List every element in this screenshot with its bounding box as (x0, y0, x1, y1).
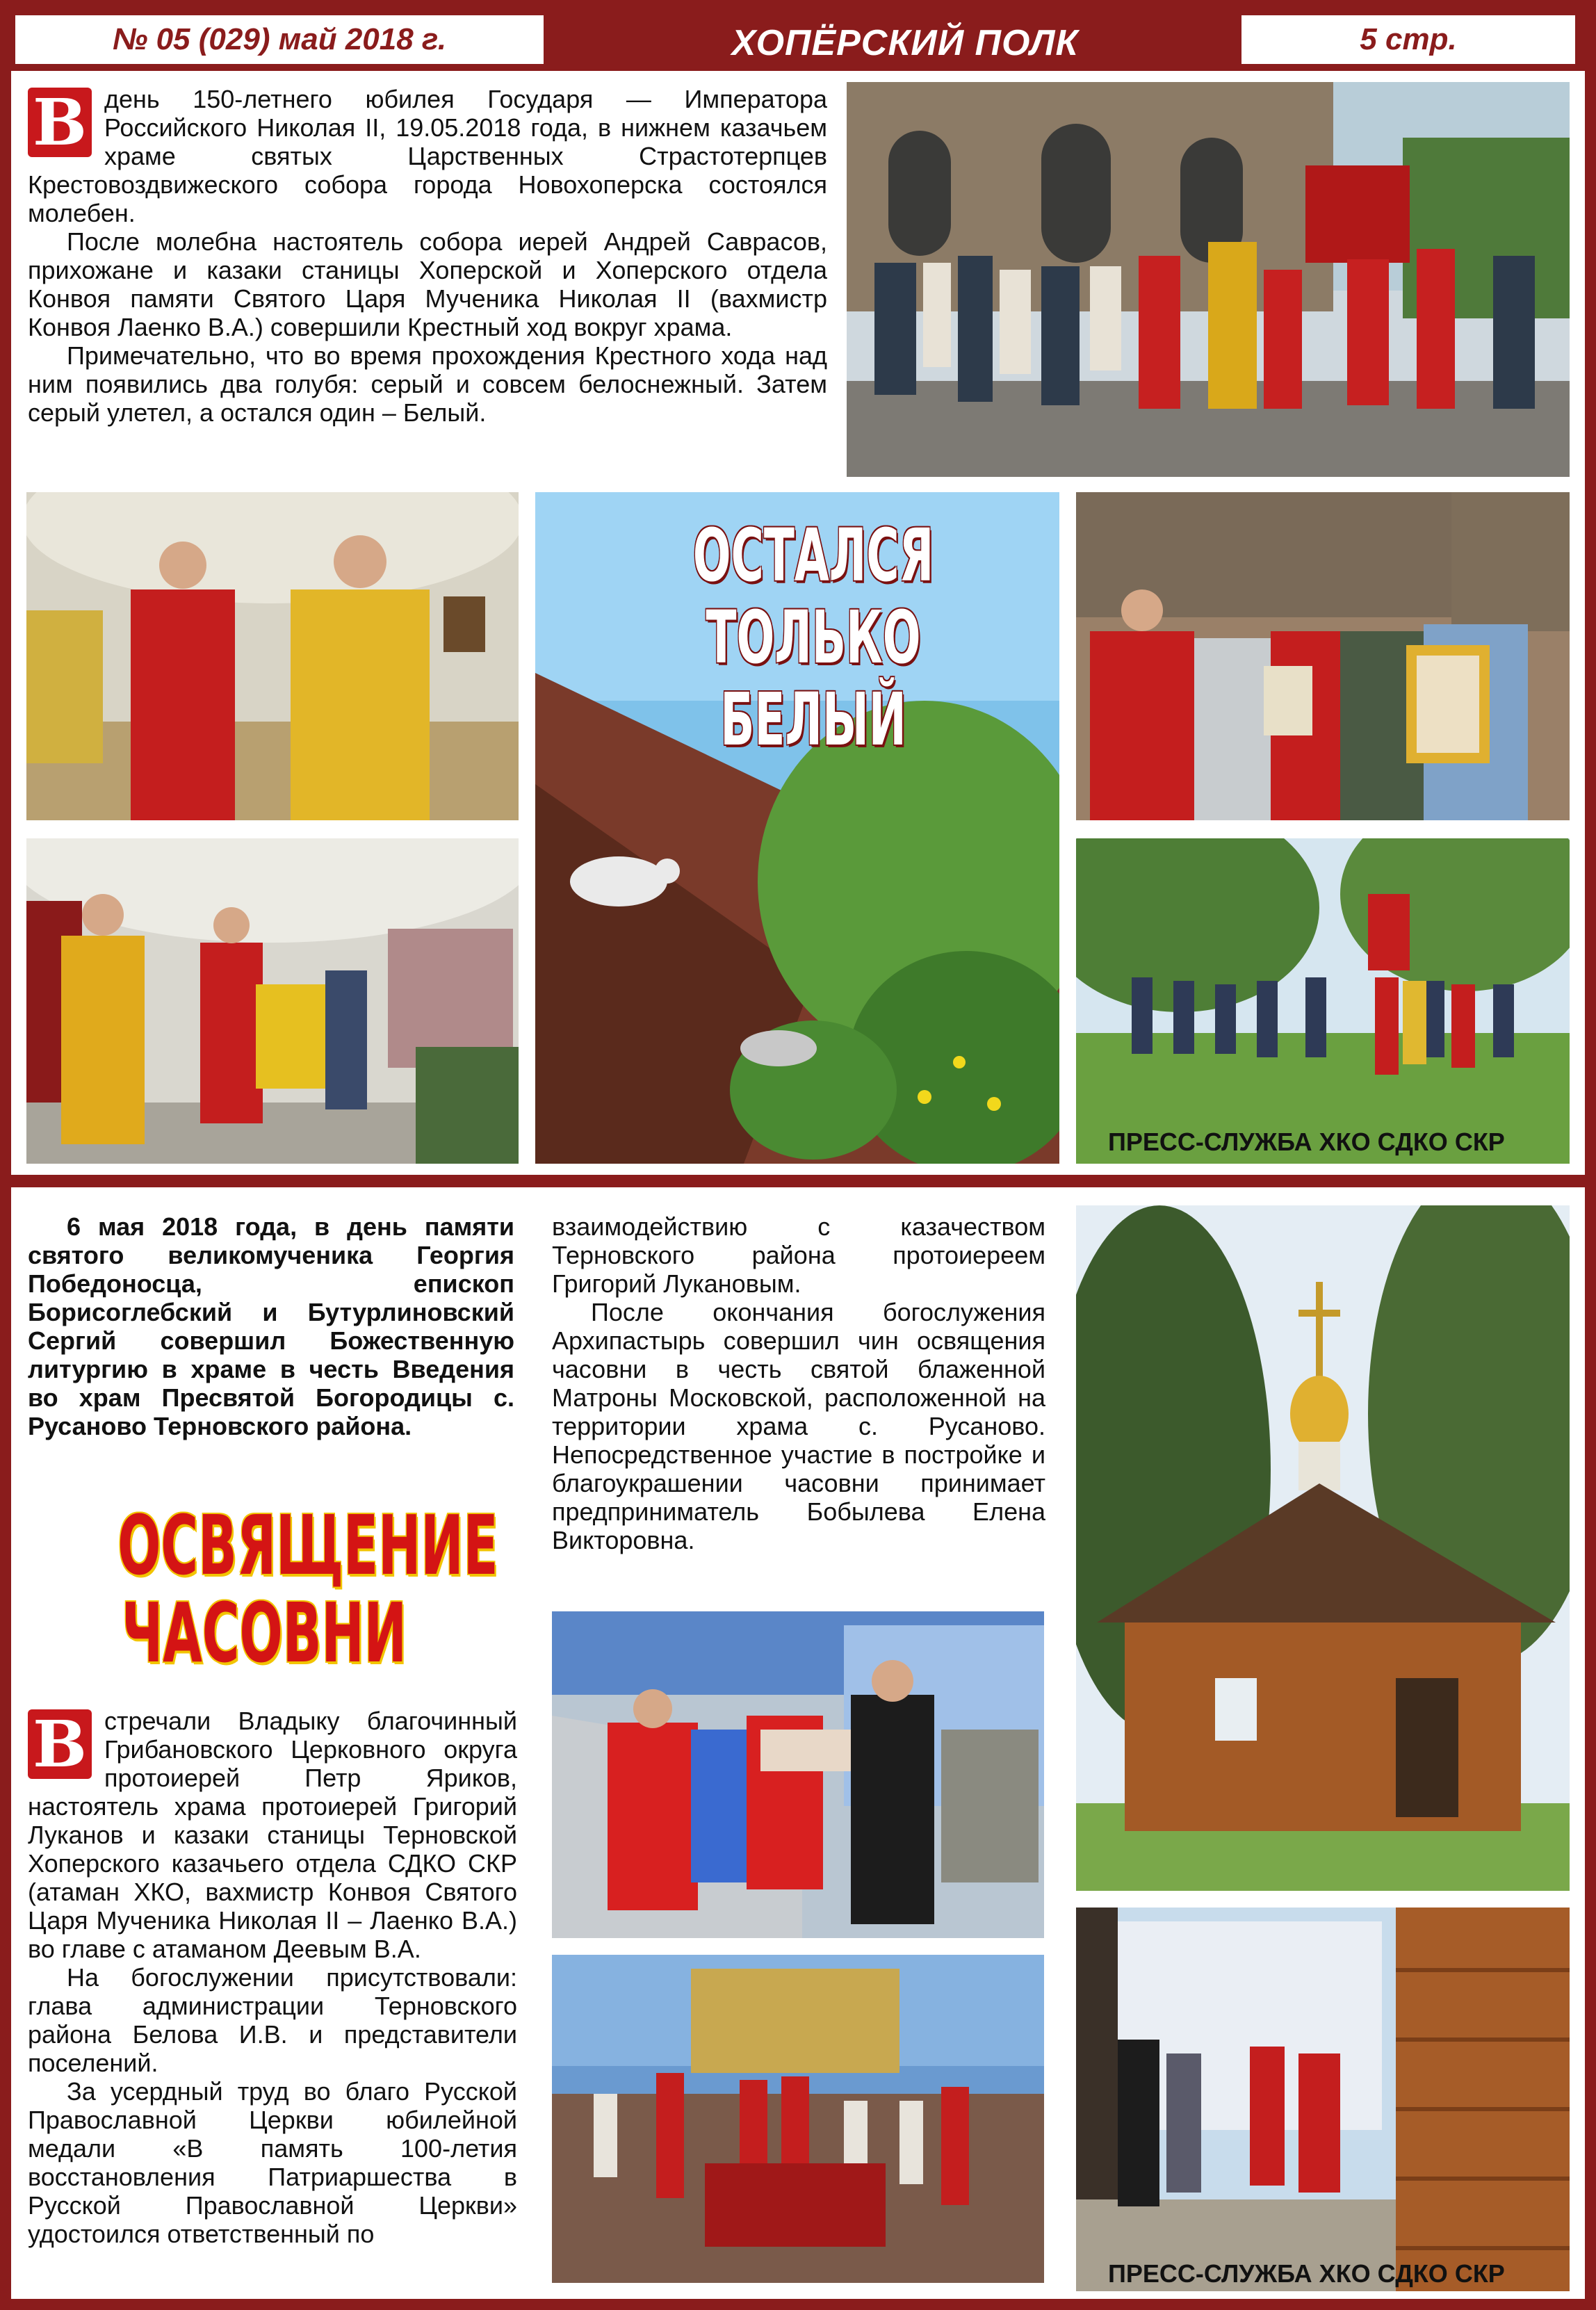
photo-procession-park (1076, 838, 1570, 1164)
article2-column-2 (552, 1212, 1045, 1554)
article2-headline-line1: ОСВЯЩЕНИЕ (117, 1497, 498, 1593)
page-number: 5 стр. (1241, 15, 1575, 64)
article2-col1-paragraph-1: стречали Владыку благочинный Грибановского Церковного округа протоиерей Петр Яриков, настоятель храма протоиерей Григорий Луканов и казаки станицы Терновской Хоперского казачьего отдела СДКО СКР (атаман ХКО, вахмистр Конвоя Святого Царя Мученика Николая II – Лаенко В.А.) во главе с атаманом Деевым В.А. (28, 1707, 517, 1963)
section-divider (11, 1175, 1585, 1187)
photo-bishop-greeting (552, 1611, 1044, 1938)
photo-church-liturgy (552, 1955, 1044, 2283)
photo-chapel (1076, 1205, 1570, 1891)
article2-lead-text: 6 мая 2018 года, в день памяти святого великомученика Георгия Победоносца, епископ Борисоглебский и Бутурлиновский Сергий совершил Божественную литургию в храме в честь Введения во храм Пресвятой Богородицы с. Русаново Терновского района. (28, 1212, 514, 1440)
article2-col1-paragraph-3: За усердный труд во благо Русской Православной Церкви юбилейной медали «В память 100-летия восстановления Патриаршества в Русской Православной Церкви» удостоился ответственный по (28, 2077, 517, 2248)
article1-text (28, 85, 827, 427)
article2-lead (28, 1212, 514, 1440)
article2-headline (117, 1497, 498, 1681)
article1-dropcap: В (28, 88, 92, 157)
article2-col2-paragraph-1: взаимодействию с казачеством Терновского района протоиереем Григорий Лукановым. (552, 1212, 1045, 1298)
article1-paragraph-2: После молебна настоятель собора иерей Андрей Саврасов, прихожане и казаки станицы Хоперской и Хоперского отдела Конвоя памяти Святого Царя Мученика Николая II (вахмистр Конвоя Лаенко В.А.) совершили Крестный ход вокруг храма. (28, 227, 827, 341)
article2-credit: ПРЕСС-СЛУЖБА ХКО СДКО СКР (1108, 2259, 1505, 2288)
photo-procession-church (847, 82, 1570, 477)
article2-col2-paragraph-2: После окончания богослужения Архипастырь совершил чин освящения часовни в честь святой блаженной Матроны Московской, расположенной на территории храма с. Русаново. Непосредственное участие в постройке и благоукрашении часовни принимает предприниматель Бобылева Елена Викторовна. (552, 1298, 1045, 1554)
article1-paragraph-1: день 150-летнего юбилея Государя — Императора Российского Николая II, 19.05.2018 года, в нижнем казачьем храме святых Царственных Страстотерпцев Крестовоздвижеского собора города Новохоперска состоялся молебен. (28, 85, 827, 227)
article2-column-1 (28, 1707, 517, 2248)
page-header (11, 11, 1585, 71)
article2-dropcap: В (28, 1709, 92, 1779)
article1-headline (645, 514, 982, 760)
article2-headline-line2: ЧАСОВНИ (122, 1585, 407, 1681)
article2-col1-paragraph-2: На богослужении присутствовали: глава администрации Терновского района Белова И.В. и представители поселений. (28, 1963, 517, 2077)
issue-number: № 05 (029) май 2018 г. (15, 15, 544, 64)
photo-priests-crypt (26, 492, 519, 820)
photo-crypt-service (26, 838, 519, 1164)
article1-paragraph-3: Примечательно, что во время прохождения Крестного хода над ним появились два голубя: серый и совсем белоснежный. Затем серый улетел, а остался один – Белый. (28, 341, 827, 427)
article1-credit: ПРЕСС-СЛУЖБА ХКО СДКО СКР (1108, 1128, 1505, 1156)
newspaper-title: ХОПЁРСКИЙ ПОЛК (731, 23, 1079, 63)
photo-cossacks-icons (1076, 492, 1570, 820)
article1-headline-line1: ОСТАЛСЯ ТОЛЬКО (692, 513, 934, 680)
photo-clergy-chapel-door (1076, 1908, 1570, 2291)
article1-headline-line2: БЕЛЫЙ (720, 677, 906, 762)
